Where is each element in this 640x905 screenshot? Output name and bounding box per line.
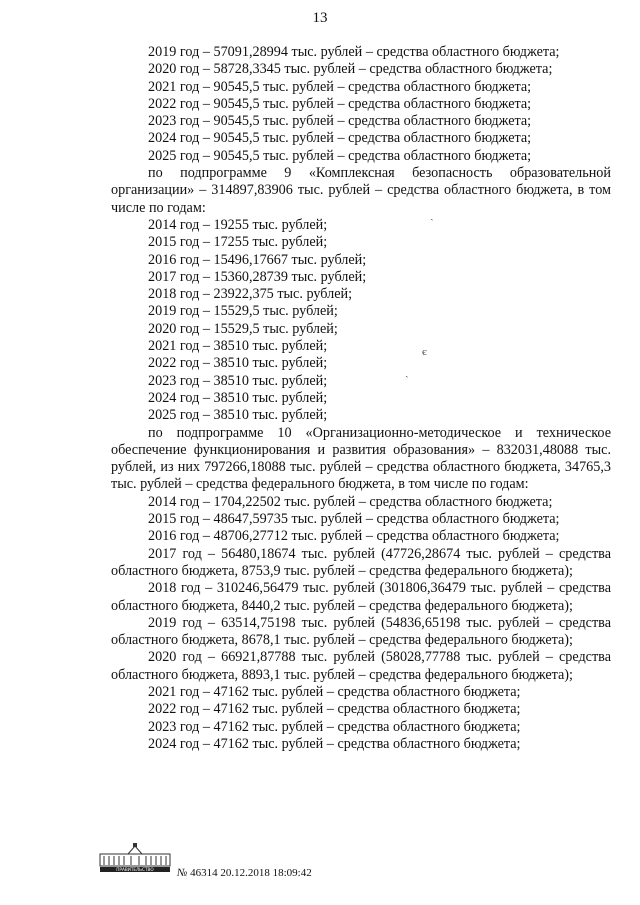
page-number: 13 — [312, 10, 328, 26]
text-line: 2019 год – 15529,5 тыс. рублей; — [148, 303, 338, 320]
text-line: 2022 год – 38510 тыс. рублей; — [148, 355, 328, 372]
subprogram-9-paragraph: по подпрограмме 9 «Комплексная безопасность образовательной организации» – 314897,83906 тыс. рублей – средства областного бюджета, в том числе по годам: — [111, 165, 611, 216]
text-line: 2019 год – 57091,28994 тыс. рублей – средства областного бюджета; — [148, 44, 560, 60]
subprogram-10-paragraph: по подпрограмме 10 «Организационно-методическое и техническое обеспечение функционирования и развития образования» – 832031,48088 тыс. рублей, из них 797266,18088 тыс. рублей – средства областного бюджета, 34765,3 тыс. рублей – средства федерального бюджета, в том числе по годам: — [111, 424, 611, 493]
registration-stamp — [177, 867, 312, 879]
logo-caption: ПРАВИТЕЛЬСТВО — [116, 867, 154, 873]
year-paragraph: 2020 год – 66921,87788 тыс. рублей (58028,77788 тыс. рублей – средства областного бюджета, 8893,1 тыс. рублей – средства федерального бюджета); — [111, 649, 611, 683]
year-paragraph: 2018 год – 310246,56479 тыс. рублей (301806,36479 тыс. рублей – средства областного бюджета, 8440,2 тыс. рублей – средства федерального бюджета); — [111, 580, 611, 614]
text-line: 2016 год – 15496,17667 тыс. рублей; — [148, 251, 367, 268]
text-line: 2020 год – 58728,3345 тыс. рублей – средства областного бюджета; — [148, 61, 553, 78]
text-line: 2014 год – 19255 тыс. рублей; — [148, 216, 328, 233]
text-line: 2015 год – 48647,59735 тыс. рублей – средства областного бюджета; — [148, 511, 560, 528]
year-paragraph: 2019 год – 63514,75198 тыс. рублей (54836,65198 тыс. рублей – средства областного бюджета, 8678,1 тыс. рублей – средства федерального бюджета); — [111, 614, 611, 649]
year-paragraph: 2017 год – 56480,18674 тыс. рублей (47726,28674 тыс. рублей – средства областного бюджета, 8753,9 тыс. рублей – средства федерального бюджета); — [111, 545, 611, 579]
registration-stamp-text: 46314 20.12.2018 18:09:42 — [190, 867, 312, 879]
text-line: 2018 год – 23922,375 тыс. рублей; — [148, 286, 353, 303]
footer — [90, 842, 350, 892]
text-line: 2014 год – 1704,22502 тыс. рублей – средства областного бюджета; — [148, 493, 553, 510]
text-line: 2017 год – 15360,28739 тыс. рублей; — [148, 268, 367, 285]
scan-mark: ˏ — [430, 209, 434, 221]
text-line: 2021 год – 38510 тыс. рублей; — [148, 338, 328, 355]
text-line: 2021 год – 90545,5 тыс. рублей – средства областного бюджета; — [148, 78, 532, 95]
text-line: 2022 год – 90545,5 тыс. рублей – средства областного бюджета; — [148, 95, 532, 112]
number-sign: № — [177, 867, 188, 879]
government-building-logo-icon — [98, 842, 172, 874]
text-line: 2023 год – 47162 тыс. рублей – средства областного бюджета; — [148, 718, 521, 735]
text-line: 2023 год – 90545,5 тыс. рублей – средства областного бюджета; — [148, 113, 532, 130]
text-line: 2024 год – 90545,5 тыс. рублей – средства областного бюджета; — [148, 130, 532, 147]
scan-mark: ˏ — [405, 366, 409, 378]
text-line: 2024 год – 38510 тыс. рублей; — [148, 389, 328, 406]
scan-mark: є — [422, 346, 427, 358]
text-line: 2025 год – 90545,5 тыс. рублей – средства областного бюджета; — [148, 147, 532, 164]
text-line: 2016 год – 48706,27712 тыс. рублей – средства областного бюджета; — [148, 528, 560, 545]
text-line: 2015 год – 17255 тыс. рублей; — [148, 234, 328, 251]
text-line: 2023 год – 38510 тыс. рублей; — [148, 372, 328, 389]
text-line: 2025 год – 38510 тыс. рублей; — [148, 407, 328, 424]
text-line: 2022 год – 47162 тыс. рублей – средства областного бюджета; — [148, 701, 521, 718]
text-line: 2024 год – 47162 тыс. рублей – средства областного бюджета; — [148, 735, 521, 752]
text-line: 2020 год – 15529,5 тыс. рублей; — [148, 320, 338, 337]
document-body — [111, 44, 611, 753]
text-line: 2021 год – 47162 тыс. рублей – средства областного бюджета; — [148, 683, 521, 700]
